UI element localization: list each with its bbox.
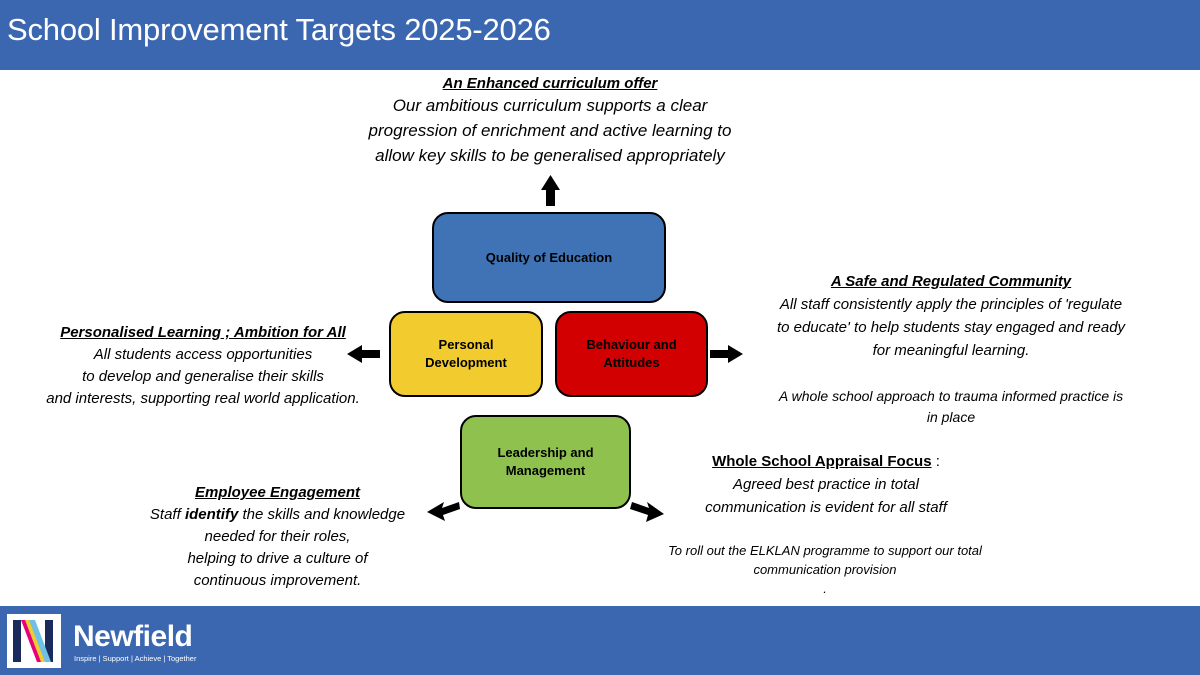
- safe-community-block: [742, 270, 1160, 362]
- employee-line-pre: Staff: [149, 506, 185, 523]
- personalised-learning-block: [18, 322, 388, 410]
- employee-line-post: the skills and knowledge: [238, 506, 406, 523]
- employee-engagement-block: [110, 482, 445, 592]
- curriculum-line: allow key skills to be generalised appropriately: [375, 146, 725, 165]
- behaviour-attitudes-label-line1: Behaviour and: [586, 337, 677, 353]
- safe-community-heading: A Safe and Regulated Community: [830, 273, 1072, 290]
- elklan-line: .: [823, 581, 827, 596]
- leadership-management-label-line2: Management: [505, 463, 586, 478]
- trauma-practice-line: A whole school approach to trauma informed practice is: [778, 388, 1124, 404]
- elklan-line: communication provision: [753, 562, 897, 577]
- newfield-logo-icon: [7, 614, 61, 668]
- employee-engagement-line: helping to drive a culture of: [187, 550, 368, 567]
- employee-engagement-heading: Employee Engagement: [194, 484, 361, 501]
- elklan-line: To roll out the ELKLAN programme to support our total: [668, 543, 982, 558]
- appraisal-heading-row: [676, 450, 976, 473]
- curriculum-heading: An Enhanced curriculum offer: [442, 75, 658, 92]
- quality-of-education-label: Quality of Education: [485, 249, 613, 265]
- arrow-down-right: [630, 502, 664, 522]
- personal-development-label-line2: Development: [425, 355, 507, 370]
- footer-bar: [0, 606, 1200, 675]
- employee-line-emphasis: identify: [184, 506, 239, 523]
- behaviour-attitudes-label-line2: Attitudes: [603, 355, 660, 370]
- arrow-right: [710, 345, 743, 363]
- personalised-learning-line: to develop and generalise their skills: [82, 368, 324, 385]
- personalised-learning-line: and interests, supporting real world application.: [46, 390, 360, 407]
- curriculum-block: [330, 74, 770, 168]
- employee-engagement-line: continuous improvement.: [193, 572, 362, 589]
- personalised-learning-heading: Personalised Learning ; Ambition for All: [60, 324, 346, 341]
- logo-tagline: Inspire | Support | Achieve | Together: [74, 654, 197, 663]
- personal-development-label-line1: Personal: [438, 337, 494, 353]
- trauma-practice-block: [742, 386, 1160, 428]
- appraisal-line: Agreed best practice in total: [733, 476, 919, 493]
- curriculum-line: Our ambitious curriculum supports a clear: [392, 96, 708, 115]
- safe-community-line: to educate' to help students stay engaged and ready: [776, 319, 1126, 336]
- trauma-practice-line: in place: [926, 409, 976, 425]
- employee-engagement-line: needed for their roles,: [204, 528, 351, 545]
- safe-community-line: for meaningful learning.: [872, 342, 1030, 359]
- curriculum-line: progression of enrichment and active learning to: [368, 121, 732, 140]
- page-title: School Improvement Targets 2025-2026: [7, 12, 551, 47]
- elklan-block: [620, 541, 1030, 598]
- personalised-learning-line: All students access opportunities: [93, 346, 313, 363]
- logo-name: Newfield: [73, 620, 193, 653]
- appraisal-block: [676, 450, 976, 519]
- employee-engagement-line: [110, 504, 445, 526]
- safe-community-line: All staff consistently apply the principles of 'regulate: [779, 296, 1123, 313]
- appraisal-heading: Whole School Appraisal Focus: [712, 453, 932, 470]
- appraisal-heading-suffix: :: [931, 453, 940, 470]
- leadership-management-label-line1: Leadership and: [497, 445, 594, 461]
- appraisal-line: communication is evident for all staff: [705, 499, 947, 516]
- arrow-up: [541, 175, 560, 206]
